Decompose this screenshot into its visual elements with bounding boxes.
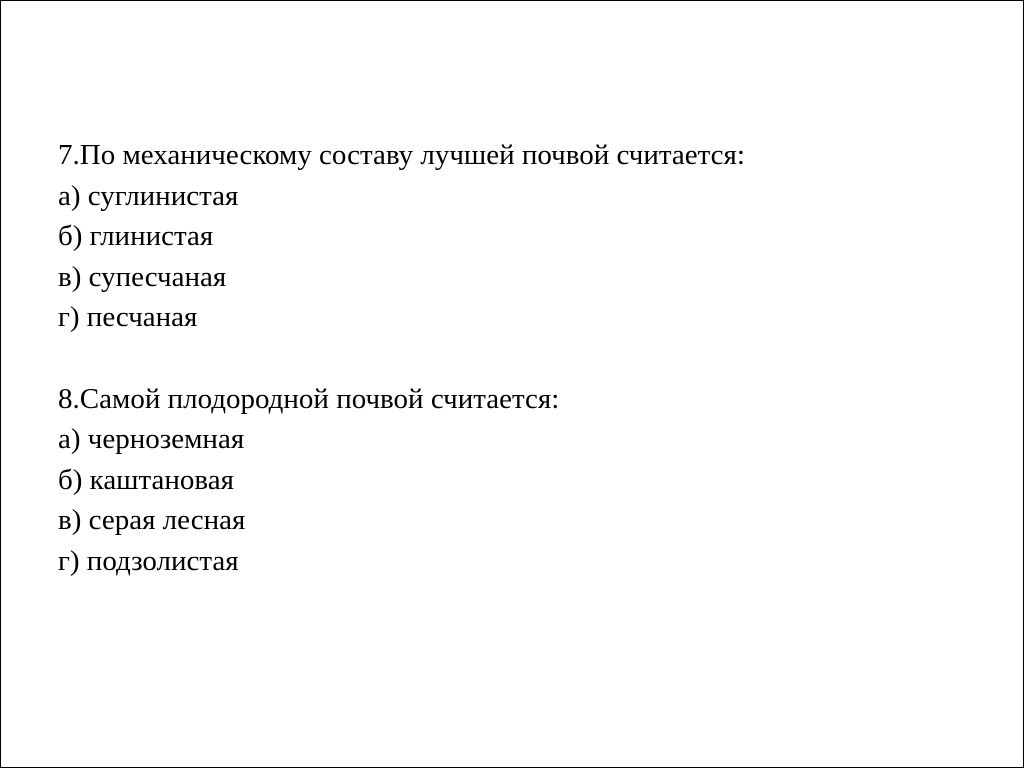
question-text: 7.По механическому составу лучшей почвой считается: xyxy=(58,139,745,171)
answer-option: а) черноземная xyxy=(58,423,245,456)
answer-option: г) песчаная xyxy=(58,301,198,334)
answer-option: б) каштановая xyxy=(58,463,234,496)
question-block-8 xyxy=(58,379,745,582)
question-text: 8.Самой плодородной почвой считается: xyxy=(58,382,560,415)
answer-option: а) суглинистая xyxy=(58,179,239,212)
answer-option: б) глинистая xyxy=(58,220,214,253)
question-block-7 xyxy=(58,135,745,338)
slide-content xyxy=(58,135,745,582)
answer-option: в) серая лесная xyxy=(58,504,246,537)
answer-option: г) подзолистая xyxy=(58,544,239,577)
answer-option: в) супесчаная xyxy=(58,260,227,293)
